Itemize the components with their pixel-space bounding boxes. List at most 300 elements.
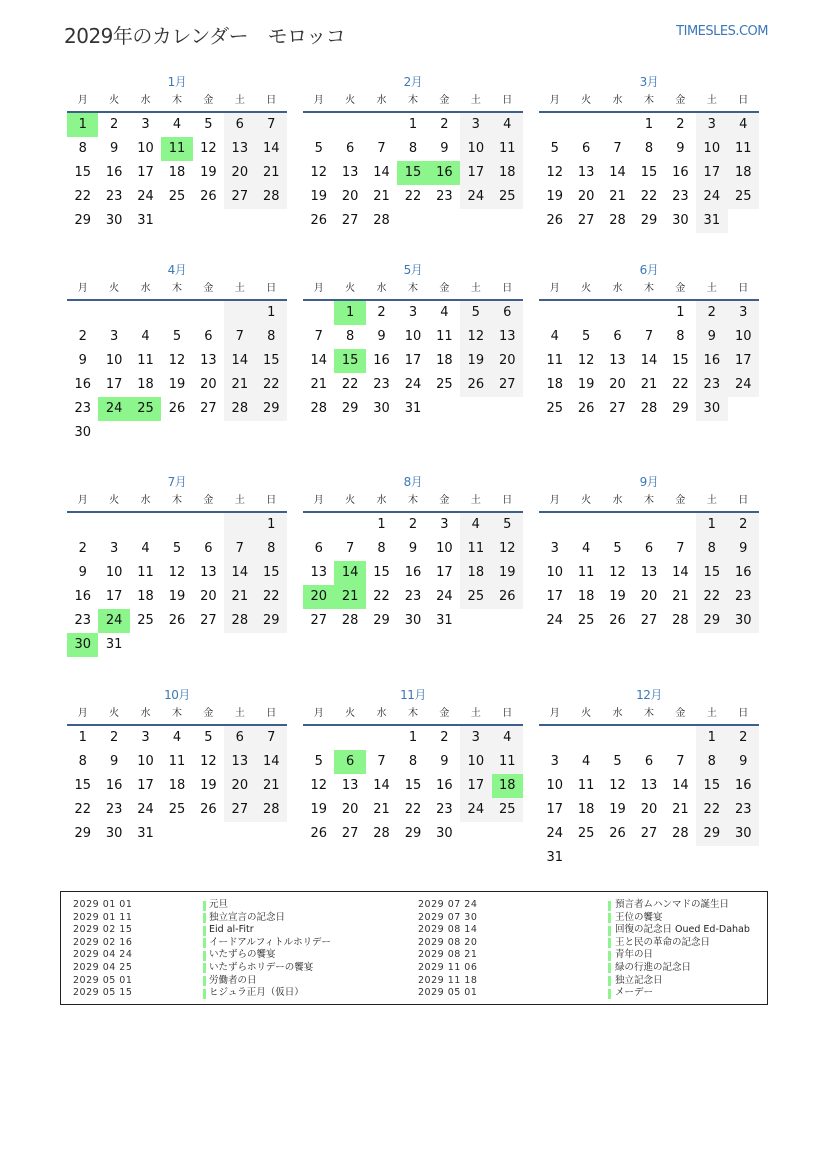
- day-cell: 17: [404, 353, 422, 368]
- day-cell: 22: [404, 802, 422, 817]
- day-cell: 8: [676, 329, 685, 344]
- holiday-day-cell: 6: [334, 750, 365, 774]
- weekday-header: 月: [67, 704, 98, 726]
- day-cell: 7: [676, 754, 685, 769]
- day-cell: 19: [546, 189, 563, 204]
- day-cell: 28: [640, 401, 658, 416]
- weekday-header: 月: [67, 491, 98, 513]
- weekday-header: 土: [460, 704, 491, 726]
- empty-cell: [366, 726, 397, 750]
- day-cell: 8: [345, 329, 355, 344]
- weekday-header: 日: [492, 279, 523, 301]
- day-cell: 18: [436, 353, 453, 368]
- day-cell: 8: [78, 141, 87, 156]
- day-cell: 14: [373, 165, 390, 180]
- day-cell: 25: [137, 613, 154, 628]
- day-cell: 10: [404, 329, 422, 344]
- empty-cell: [161, 513, 192, 537]
- day-cell: 12: [200, 754, 217, 769]
- day-cell: 5: [460, 301, 491, 325]
- day-cell: 27: [224, 185, 255, 209]
- day-cell: 3: [550, 754, 559, 769]
- holiday-day-cell: 18: [492, 774, 523, 798]
- day-cell: 25: [546, 401, 563, 416]
- day-cell: 3: [728, 301, 759, 325]
- day-cell: 26: [609, 613, 626, 628]
- empty-cell: [303, 113, 334, 137]
- day-cell: 20: [609, 377, 626, 392]
- day-cell: 29: [256, 397, 287, 421]
- weekday-header: 日: [256, 491, 287, 513]
- day-cell: 11: [546, 353, 563, 368]
- day-cell: 1: [676, 305, 685, 320]
- day-cell: 1: [377, 517, 386, 532]
- empty-cell: [224, 301, 255, 325]
- month-days: [67, 91, 287, 233]
- holiday-day-cell: 25: [130, 397, 161, 421]
- day-cell: 8: [696, 537, 727, 561]
- day-cell: 17: [728, 349, 759, 373]
- day-cell: 17: [546, 802, 563, 817]
- day-cell: 29: [696, 609, 727, 633]
- day-cell: 4: [440, 305, 449, 320]
- weekday-header: 火: [570, 491, 601, 513]
- legend-marker: [608, 926, 611, 936]
- holiday-day-cell: 14: [334, 561, 365, 585]
- weekday-header: 日: [728, 704, 759, 726]
- day-cell: 1: [256, 301, 287, 325]
- day-cell: 14: [373, 778, 390, 793]
- weekday-header: 火: [334, 491, 365, 513]
- weekday-header: 木: [633, 91, 664, 113]
- empty-cell: [303, 301, 334, 325]
- day-cell: 5: [314, 141, 323, 156]
- weekday-header: 木: [633, 279, 664, 301]
- day-cell: 7: [377, 141, 386, 156]
- weekday-header: 月: [67, 91, 98, 113]
- day-cell: 23: [74, 401, 91, 416]
- weekday-header: 金: [193, 704, 224, 726]
- day-cell: 10: [696, 137, 727, 161]
- day-cell: 26: [492, 585, 523, 609]
- day-cell: 27: [310, 613, 327, 628]
- day-cell: 17: [436, 565, 453, 580]
- empty-cell: [602, 726, 633, 750]
- empty-cell: [98, 513, 129, 537]
- day-cell: 10: [546, 778, 563, 793]
- month-days: [303, 279, 523, 421]
- day-cell: 23: [696, 373, 727, 397]
- weekday-header: 月: [539, 491, 570, 513]
- day-cell: 12: [310, 165, 327, 180]
- day-cell: 17: [460, 774, 491, 798]
- day-cell: 12: [609, 778, 626, 793]
- day-cell: 25: [168, 802, 186, 817]
- day-cell: 26: [460, 373, 491, 397]
- day-cell: 30: [404, 613, 422, 628]
- holiday-day-cell: 21: [334, 585, 365, 609]
- day-cell: 13: [341, 165, 359, 180]
- day-cell: 17: [137, 165, 154, 180]
- day-cell: 11: [577, 565, 595, 580]
- day-cell: 19: [200, 165, 217, 180]
- month-7: [67, 473, 287, 657]
- legend-date: 2029 05 01: [73, 974, 133, 986]
- legend-row: [418, 987, 758, 1000]
- month-1: [67, 73, 287, 233]
- day-cell: 18: [137, 589, 154, 604]
- legend-marker: [203, 913, 206, 923]
- day-cell: 1: [78, 730, 87, 745]
- day-cell: 24: [546, 826, 563, 841]
- weekday-header: 金: [193, 491, 224, 513]
- day-cell: 6: [644, 541, 654, 556]
- weekday-header: 木: [633, 491, 664, 513]
- legend-holiday-name: 預言者ムハンマドの誕生日: [615, 899, 730, 910]
- weekday-header: 金: [429, 279, 460, 301]
- empty-cell: [539, 113, 570, 137]
- empty-cell: [570, 113, 601, 137]
- weekday-header: 土: [696, 91, 727, 113]
- day-cell: 22: [640, 189, 658, 204]
- empty-cell: [665, 513, 696, 537]
- day-cell: 5: [492, 513, 523, 537]
- empty-cell: [665, 726, 696, 750]
- day-cell: 8: [696, 750, 727, 774]
- legend-marker: [608, 989, 611, 999]
- weekday-header: 木: [397, 491, 428, 513]
- holiday-day-cell: 24: [98, 397, 129, 421]
- month-days: [539, 91, 759, 233]
- weekday-header: 土: [696, 704, 727, 726]
- day-cell: 20: [200, 589, 217, 604]
- weekday-header: 土: [224, 91, 255, 113]
- day-cell: 13: [640, 565, 658, 580]
- day-cell: 4: [550, 329, 559, 344]
- empty-cell: [67, 301, 98, 325]
- day-cell: 23: [728, 798, 759, 822]
- day-cell: 10: [436, 541, 453, 556]
- day-cell: 20: [224, 774, 255, 798]
- day-cell: 16: [696, 349, 727, 373]
- day-cell: 11: [137, 353, 154, 368]
- legend-holiday-name: 緑の行進の記念日: [615, 961, 692, 973]
- day-cell: 10: [105, 353, 123, 368]
- day-cell: 3: [109, 541, 119, 556]
- day-cell: 8: [256, 537, 287, 561]
- day-cell: 20: [341, 189, 359, 204]
- day-cell: 19: [609, 589, 626, 604]
- day-cell: 24: [137, 189, 154, 204]
- empty-cell: [633, 513, 664, 537]
- weekday-header: 日: [492, 704, 523, 726]
- month-name: 11月: [400, 688, 426, 702]
- weekday-header: 水: [366, 491, 397, 513]
- empty-cell: [303, 726, 334, 750]
- day-cell: 18: [577, 802, 595, 817]
- legend-marker: [608, 951, 611, 961]
- month-days: [539, 704, 759, 870]
- legend-row: [418, 899, 758, 912]
- day-cell: 10: [546, 565, 563, 580]
- day-cell: 25: [492, 798, 523, 822]
- day-cell: 30: [373, 401, 390, 416]
- day-cell: 13: [492, 325, 523, 349]
- weekday-header: 土: [460, 279, 491, 301]
- day-cell: 5: [314, 754, 323, 769]
- day-cell: 25: [577, 826, 595, 841]
- day-cell: 5: [613, 541, 622, 556]
- weekday-header: 月: [303, 279, 334, 301]
- weekday-header: 木: [397, 704, 428, 726]
- day-cell: 3: [696, 113, 727, 137]
- day-cell: 12: [577, 353, 595, 368]
- day-cell: 22: [404, 189, 422, 204]
- day-cell: 2: [109, 730, 119, 745]
- day-cell: 6: [224, 113, 255, 137]
- month-11: [303, 686, 523, 846]
- day-cell: 18: [137, 377, 154, 392]
- day-cell: 9: [109, 141, 119, 156]
- day-cell: 19: [460, 349, 491, 373]
- day-cell: 26: [200, 802, 217, 817]
- weekday-header: 火: [98, 91, 129, 113]
- day-cell: 16: [728, 774, 759, 798]
- day-cell: 20: [224, 161, 255, 185]
- day-cell: 27: [640, 613, 658, 628]
- day-cell: 19: [310, 802, 327, 817]
- day-cell: 27: [341, 213, 359, 228]
- day-cell: 18: [577, 589, 595, 604]
- weekday-header: 水: [602, 491, 633, 513]
- day-cell: 26: [310, 826, 327, 841]
- day-cell: 2: [408, 517, 418, 532]
- month-days: [303, 704, 523, 846]
- day-cell: 30: [728, 609, 759, 633]
- day-cell: 17: [105, 377, 123, 392]
- day-cell: 25: [168, 189, 186, 204]
- weekday-header: 木: [161, 91, 192, 113]
- empty-cell: [539, 301, 570, 325]
- month-days: [67, 279, 287, 445]
- empty-cell: [193, 513, 224, 537]
- weekday-header: 日: [728, 91, 759, 113]
- day-cell: 28: [373, 213, 390, 228]
- day-cell: 30: [105, 826, 123, 841]
- day-cell: 9: [728, 537, 759, 561]
- day-cell: 7: [377, 754, 386, 769]
- day-cell: 15: [256, 561, 287, 585]
- day-cell: 11: [577, 778, 595, 793]
- day-cell: 27: [492, 373, 523, 397]
- day-cell: 4: [141, 329, 150, 344]
- legend-holiday-name: 元旦: [209, 899, 229, 910]
- month-name: 9月: [639, 475, 659, 489]
- day-cell: 21: [224, 373, 255, 397]
- day-cell: 11: [168, 754, 186, 769]
- legend-row: [418, 975, 758, 988]
- day-cell: 14: [256, 750, 287, 774]
- empty-cell: [633, 726, 664, 750]
- weekday-header: 月: [539, 704, 570, 726]
- weekday-header: 日: [728, 279, 759, 301]
- month-5: [303, 261, 523, 421]
- weekday-header: 水: [602, 704, 633, 726]
- day-cell: 1: [696, 513, 727, 537]
- day-cell: 1: [644, 117, 654, 132]
- day-cell: 2: [377, 305, 386, 320]
- legend-row: [73, 937, 393, 950]
- day-cell: 25: [728, 185, 759, 209]
- empty-cell: [602, 301, 633, 325]
- empty-cell: [539, 513, 570, 537]
- day-cell: 3: [440, 517, 449, 532]
- day-cell: 10: [728, 325, 759, 349]
- weekday-header: 水: [366, 704, 397, 726]
- day-cell: 28: [224, 609, 255, 633]
- day-cell: 2: [78, 329, 87, 344]
- legend-marker: [203, 951, 206, 961]
- day-cell: 22: [256, 373, 287, 397]
- weekday-header: 日: [492, 491, 523, 513]
- weekday-header: 金: [429, 704, 460, 726]
- day-cell: 28: [310, 401, 327, 416]
- day-cell: 9: [696, 325, 727, 349]
- weekday-header: 土: [224, 491, 255, 513]
- day-cell: 16: [105, 165, 123, 180]
- day-cell: 5: [172, 541, 182, 556]
- month-name: 2月: [403, 75, 423, 89]
- day-cell: 15: [640, 165, 658, 180]
- day-cell: 23: [105, 189, 123, 204]
- month-days: [67, 491, 287, 657]
- day-cell: 18: [492, 161, 523, 185]
- day-cell: 16: [404, 565, 422, 580]
- empty-cell: [334, 513, 365, 537]
- holiday-day-cell: 15: [397, 161, 428, 185]
- legend-holiday-name: 王と民の革命の記念日: [615, 936, 711, 948]
- day-cell: 6: [581, 141, 591, 156]
- legend-holiday-name: 独立記念日: [615, 974, 663, 986]
- weekday-header: 金: [665, 704, 696, 726]
- day-cell: 17: [137, 778, 154, 793]
- weekday-header: 土: [460, 491, 491, 513]
- day-cell: 13: [341, 778, 359, 793]
- day-cell: 12: [546, 165, 563, 180]
- day-cell: 20: [577, 189, 595, 204]
- day-cell: 26: [200, 189, 217, 204]
- month-name: 6月: [639, 263, 659, 277]
- weekday-header: 木: [397, 91, 428, 113]
- day-cell: 21: [256, 774, 287, 798]
- day-cell: 4: [492, 726, 523, 750]
- month-days: [303, 491, 523, 633]
- day-cell: 29: [640, 213, 658, 228]
- day-cell: 4: [492, 113, 523, 137]
- day-cell: 30: [696, 397, 727, 421]
- day-cell: 10: [137, 141, 154, 156]
- day-cell: 6: [224, 726, 255, 750]
- month-2: [303, 73, 523, 233]
- day-cell: 28: [373, 826, 390, 841]
- day-cell: 19: [310, 189, 327, 204]
- day-cell: 9: [440, 141, 449, 156]
- day-cell: 9: [78, 565, 87, 580]
- day-cell: 23: [105, 802, 123, 817]
- weekday-header: 水: [366, 91, 397, 113]
- legend-marker: [203, 976, 206, 986]
- legend-holiday-name: Eid al-Fitr: [209, 924, 254, 936]
- day-cell: 28: [341, 613, 359, 628]
- day-cell: 13: [310, 565, 327, 580]
- legend-date: 2029 01 01: [73, 899, 133, 910]
- day-cell: 16: [436, 778, 453, 793]
- day-cell: 9: [408, 541, 418, 556]
- day-cell: 22: [74, 189, 91, 204]
- day-cell: 29: [74, 826, 91, 841]
- legend-marker: [203, 926, 206, 936]
- legend-row: [418, 937, 758, 950]
- legend-date: 2029 05 01: [418, 987, 478, 999]
- day-cell: 30: [105, 213, 123, 228]
- day-cell: 1: [408, 730, 418, 745]
- weekday-header: 水: [366, 279, 397, 301]
- legend-date: 2029 08 14: [418, 924, 478, 936]
- weekday-header: 土: [696, 491, 727, 513]
- day-cell: 5: [204, 730, 213, 745]
- day-cell: 2: [728, 726, 759, 750]
- day-cell: 23: [672, 189, 689, 204]
- day-cell: 5: [581, 329, 591, 344]
- day-cell: 18: [460, 561, 491, 585]
- day-cell: 24: [728, 373, 759, 397]
- weekday-header: 日: [256, 704, 287, 726]
- day-cell: 13: [609, 353, 626, 368]
- day-cell: 27: [200, 613, 217, 628]
- day-cell: 29: [373, 613, 390, 628]
- day-cell: 3: [460, 113, 491, 137]
- day-cell: 8: [644, 141, 654, 156]
- day-cell: 22: [74, 802, 91, 817]
- weekday-header: 日: [256, 91, 287, 113]
- weekday-header: 月: [539, 279, 570, 301]
- weekday-header: 火: [334, 704, 365, 726]
- month-12: [539, 686, 759, 870]
- day-cell: 25: [460, 585, 491, 609]
- weekday-header: 木: [161, 491, 192, 513]
- day-cell: 29: [672, 401, 689, 416]
- day-cell: 22: [256, 585, 287, 609]
- day-cell: 1: [256, 513, 287, 537]
- day-cell: 5: [172, 329, 182, 344]
- day-cell: 16: [74, 589, 91, 604]
- empty-cell: [224, 513, 255, 537]
- day-cell: 31: [404, 401, 422, 416]
- day-cell: 31: [105, 637, 123, 652]
- day-cell: 17: [546, 589, 563, 604]
- legend-row: [418, 962, 758, 975]
- legend-marker: [608, 938, 611, 948]
- day-cell: 28: [256, 185, 287, 209]
- day-cell: 15: [404, 778, 422, 793]
- weekday-header: 火: [98, 279, 129, 301]
- legend-column-right: [418, 899, 758, 1000]
- holiday-day-cell: 11: [161, 137, 192, 161]
- day-cell: 20: [341, 802, 359, 817]
- weekday-header: 木: [161, 704, 192, 726]
- day-cell: 17: [105, 589, 123, 604]
- day-cell: 21: [310, 377, 327, 392]
